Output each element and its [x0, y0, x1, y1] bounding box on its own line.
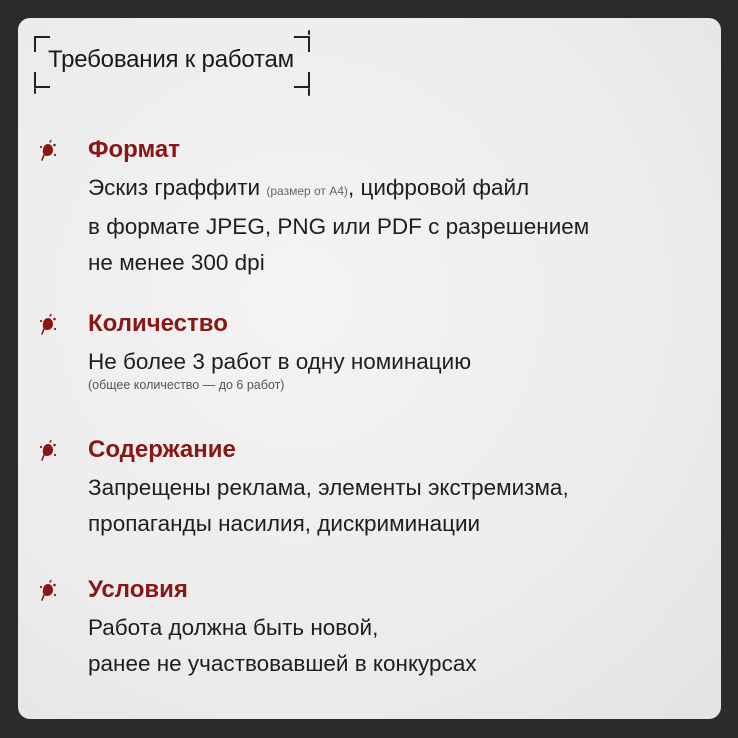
section-body: Запрещены реклама, элементы экстремизма, пропаганды насилия, дискриминации — [88, 475, 569, 536]
section-title: Условия — [88, 576, 188, 603]
section-body: Не более 3 работ в одну номинацию (общее количество — до 6 работ) — [88, 349, 472, 392]
section-conditions — [36, 576, 477, 682]
title-frame — [38, 42, 304, 80]
section-body: Эскиз граффити (размер от А4), цифровой файл в формате JPEG, PNG или PDF с разрешением не менее 300 dpi — [88, 175, 590, 275]
section-title: Количество — [88, 310, 228, 337]
requirements-card — [18, 18, 721, 719]
section-format — [36, 136, 589, 281]
section-title: Содержание — [88, 436, 236, 463]
section-body: Работа должна быть новой, ранее не участвовавшей в конкурсах — [88, 615, 477, 676]
section-title: Формат — [88, 136, 181, 163]
section-content — [36, 436, 569, 542]
paint-splat-icon — [36, 313, 60, 337]
section-quantity — [36, 310, 471, 394]
section-note: (общее количество — до 6 работ) — [88, 378, 285, 392]
page-title: Требования к работам — [48, 46, 294, 73]
paint-splat-icon — [36, 439, 60, 463]
paint-splat-icon — [36, 139, 60, 163]
paint-splat-icon — [36, 579, 60, 603]
